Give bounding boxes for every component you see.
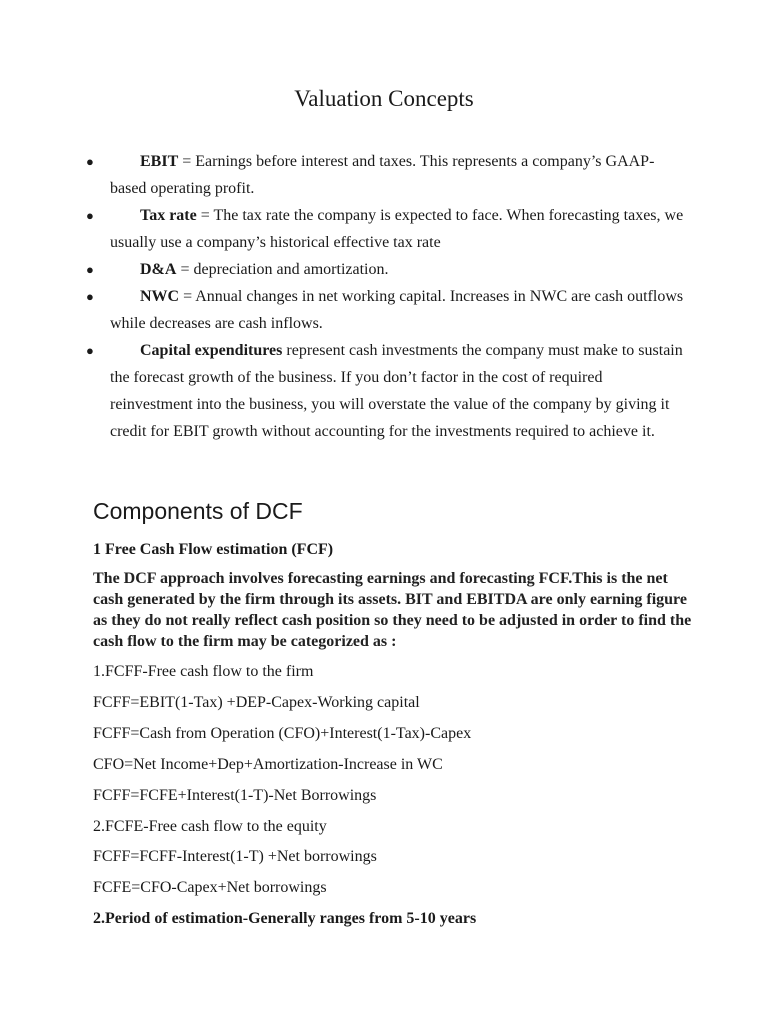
bullet-icon: ● xyxy=(86,262,94,277)
definition: = The tax rate the company is expected to face. When forecasting taxes, we usually use a company’s historical effective tax rate xyxy=(110,207,684,251)
definition: = Annual changes in net working capital. Increases in NWC are cash outflows while decreases are cash inflows. xyxy=(110,288,684,332)
term: EBIT xyxy=(140,153,179,170)
bullet-icon: ● xyxy=(86,208,94,223)
formula-line: CFO=Net Income+Dep+Amortization-Increase in WC xyxy=(93,756,443,773)
formula-line: FCFF=FCFE+Interest(1-T)-Net Borrowings xyxy=(93,787,377,804)
term: Tax rate xyxy=(140,207,197,224)
list-item xyxy=(0,148,768,202)
formula-line: 2.FCFE-Free cash flow to the equity xyxy=(93,818,327,835)
bullet-icon: ● xyxy=(86,154,94,169)
list-item xyxy=(0,337,768,445)
formula-line: FCFF=EBIT(1-Tax) +DEP-Capex-Working capital xyxy=(93,694,420,711)
list-item xyxy=(0,256,768,283)
term: D&A xyxy=(140,261,177,278)
bullet-icon: ● xyxy=(86,289,94,304)
formula-line: 1.FCFF-Free cash flow to the firm xyxy=(93,663,314,680)
term: NWC xyxy=(140,288,180,305)
definition: represent cash investments the company must make to sustain the forecast growth of the business. If you don’t factor in the cost of required reinvestment into the business, you will overstate the value of the company by giving it credit for EBIT growth without accounting for the investments required to achieve it. xyxy=(110,342,683,440)
subheading: 1 Free Cash Flow estimation (FCF) xyxy=(93,541,334,558)
bullet-icon: ● xyxy=(86,343,94,358)
definition: = depreciation and amortization. xyxy=(176,261,389,278)
formula-line: 2.Period of estimation-Generally ranges from 5-10 years xyxy=(93,910,477,927)
list-item xyxy=(0,283,768,337)
intro-paragraph: The DCF approach involves forecasting earnings and forecasting FCF.This is the net cash generated by the firm through its assets. BIT and EBITDA are only earning figure as they do not really reflect cash position so they need to be adjusted in order to find the cash flow to the firm may be categorized as : xyxy=(93,570,692,650)
term: Capital expenditures xyxy=(140,342,283,359)
definitions-list xyxy=(0,148,768,445)
formula-line: FCFF=FCFF-Interest(1-T) +Net borrowings xyxy=(93,848,377,865)
formula-line: FCFF=Cash from Operation (CFO)+Interest(1-Tax)-Capex xyxy=(93,725,472,742)
formula-line: FCFE=CFO-Capex+Net borrowings xyxy=(93,879,327,896)
section-heading: Components of DCF xyxy=(93,498,303,524)
list-item xyxy=(0,202,768,256)
page-title: Valuation Concepts xyxy=(294,86,474,111)
definition: = Earnings before interest and taxes. This represents a company’s GAAP-based operating profit. xyxy=(110,153,655,197)
